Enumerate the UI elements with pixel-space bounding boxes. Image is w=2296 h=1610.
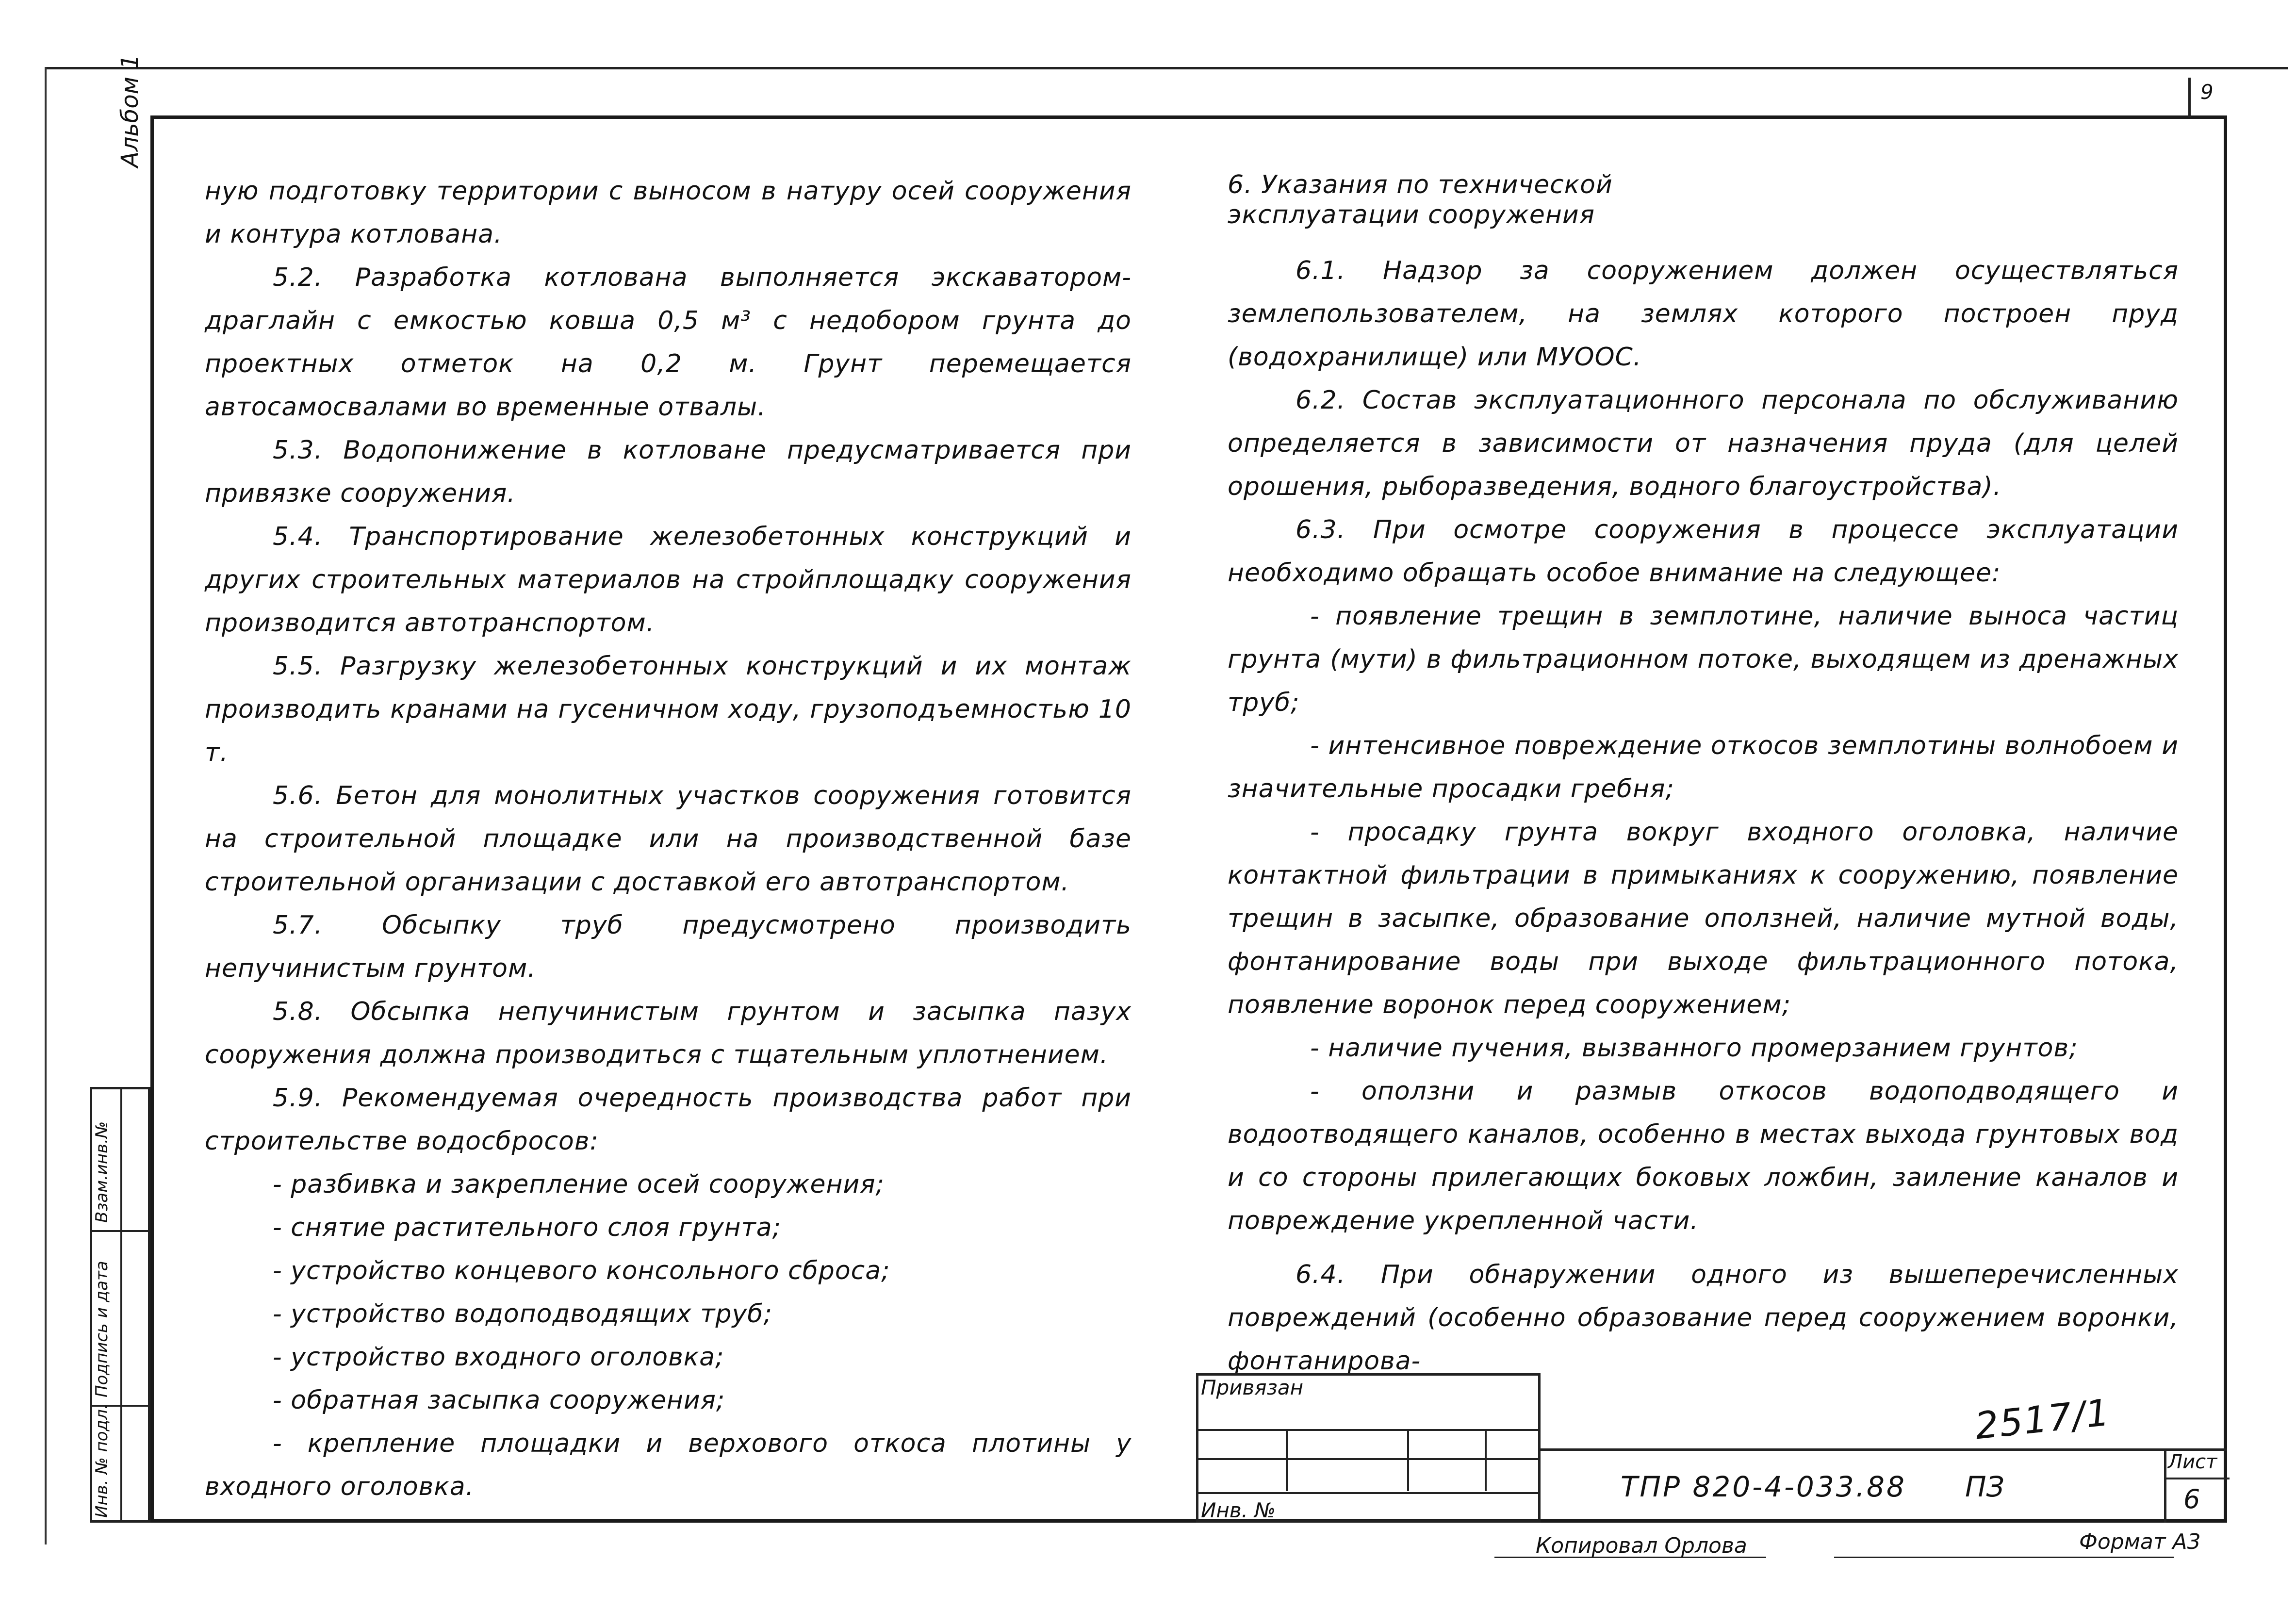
list-item: - снятие растительного слоя грунта; [273,1213,782,1242]
stamp-row [1198,1458,1538,1460]
list-item: - крепление площадки и верхового откоса плотины у входного оголовка. [205,1429,1132,1501]
list-item: - устройство водоподводящих труб; [273,1299,772,1329]
side-stamp-label-replace: Взам.инв.№ [92,1121,112,1223]
paragraph: 5.6. Бетон для монолитных участков сооружения готовится на строительной площадке или на производственной базе строительной организации с доставкой его автотранспортом. [205,781,1132,897]
list-item: - устройство концевого консольного сброса; [273,1256,890,1285]
stamp-col [1485,1429,1487,1491]
section-heading [1228,170,2179,230]
stamp-row [1198,1492,1538,1494]
paragraph: 5.8. Обсыпка непучинистым грунтом и засыпка пазух сооружения должна производиться с тщательным уплотнением. [205,997,1132,1069]
bound-label: Привязан [1201,1376,1304,1399]
document-part: ПЗ [1965,1470,2004,1503]
paragraph: 5.9. Рекомендуемая очередность производства работ при строительстве водосбросов: [205,1084,1132,1156]
album-label: Альбом 1 [116,54,144,167]
paragraph: 5.2. Разработка котлована выполняется экскаватором-драглайн с емкостью ковша 0,5 м³ с недобором грунта до проектных отметок на 0,2 м. Грунт перемещается автосамосвалами во временные отвалы. [205,263,1132,422]
section-heading-line1: 6. Указания по технической [1228,170,1613,199]
sheet-label: Лист [2168,1451,2217,1473]
paragraph: 6.2. Состав эксплуатационного персонала по обслуживанию определяется в зависимости от назначения пруда (для целей орошения, рыборазведения, водного благоустройства). [1228,386,2179,501]
handwritten-number: 2517/1 [1973,1390,2113,1448]
left-rule [45,67,47,1544]
list-item: - просадку грунта вокруг входного оголовка, наличие контактной фильтрации в примыканиях к сооружению, появление трещин в засыпке, образование оползней, наличие мутной воды, фонтанирование воды при выходе фильтрационного потока, появление воронок перед сооружением; [1228,818,2179,1019]
list-item: - наличие пучения, вызванного промерзанием грунтов; [1310,1034,2078,1063]
left-column [205,170,1132,1509]
paragraph: ную подготовку территории с выносом в натуру осей сооружения и контура котлована. [205,177,1132,249]
paragraph: 5.7. Обсыпку труб предусмотрено производить непучинистым грунтом. [205,911,1132,983]
paragraph: 5.5. Разгрузку железобетонных конструкций и их монтаж производить кранами на гусеничном ходу, грузоподъемностью 10 т. [205,652,1132,767]
stamp-col [1407,1429,1409,1491]
sheet-number: 6 [2183,1484,2200,1514]
paragraph: 6.4. При обнаружении одного из вышеперечисленных повреждений (особенно образование перед сооружением воронки, фонтанирова- [1228,1260,2179,1376]
paper-format: Формат А3 [2079,1529,2201,1554]
list-item: - интенсивное повреждение откосов земплотины волнобоем и значительные просадки гребня; [1228,731,2179,804]
side-stamp-row [92,1230,148,1232]
stamp-col [1286,1429,1288,1491]
list-item: - оползни и размыв откосов водоподводящего и водоотводящего каналов, особенно в местах выхода грунтовых вод и со стороны прилегающих боковых ложбин, заиление каналов и повреждение укрепленной части. [1228,1077,2179,1235]
side-stamp-divider [120,1089,122,1520]
paragraph: 6.3. При осмотре сооружения в процессе эксплуатации необходимо обращать особое внимание на следующее: [1228,515,2179,588]
paragraph: 5.4. Транспортирование железобетонных конструкций и других строительных материалов на стройплощадку сооружения производится автотранспортом. [205,522,1132,638]
page-number: 9 [2200,80,2214,104]
right-column [1228,170,2179,1383]
paragraph: 6.1. Надзор за сооружением должен осуществляться землепользователем, на землях которого построен пруд (водохранилище) или МУООС. [1228,256,2179,372]
top-rule [46,67,2288,69]
side-stamp-label-signature: Подпись и дата [92,1261,112,1397]
document-code: ТПР 820-4-033.88 [1621,1470,1906,1503]
copied-by: Копировал Орлова [1536,1533,1747,1558]
list-item: - устройство входного оголовка; [273,1343,724,1372]
inv-label: Инв. № [1201,1498,1276,1522]
section-heading-line2: эксплуатации сооружения [1228,200,1595,230]
sheet-box-divider [2166,1478,2230,1479]
list-item: - обратная засыпка сооружения; [273,1386,725,1415]
stamp-row [1198,1429,1538,1431]
format-underline [1834,1557,2174,1558]
side-stamp-label-inv: Инв. № подл. [92,1404,112,1518]
paragraph: 5.3. Водопонижение в котловане предусматривается при привязке сооружения. [205,436,1132,508]
list-item: - разбивка и закрепление осей сооружения; [273,1170,885,1199]
list-item: - появление трещин в земплотине, наличие выноса частиц грунта (мути) в фильтрационном потоке, выходящем из дренажных труб; [1228,602,2179,717]
